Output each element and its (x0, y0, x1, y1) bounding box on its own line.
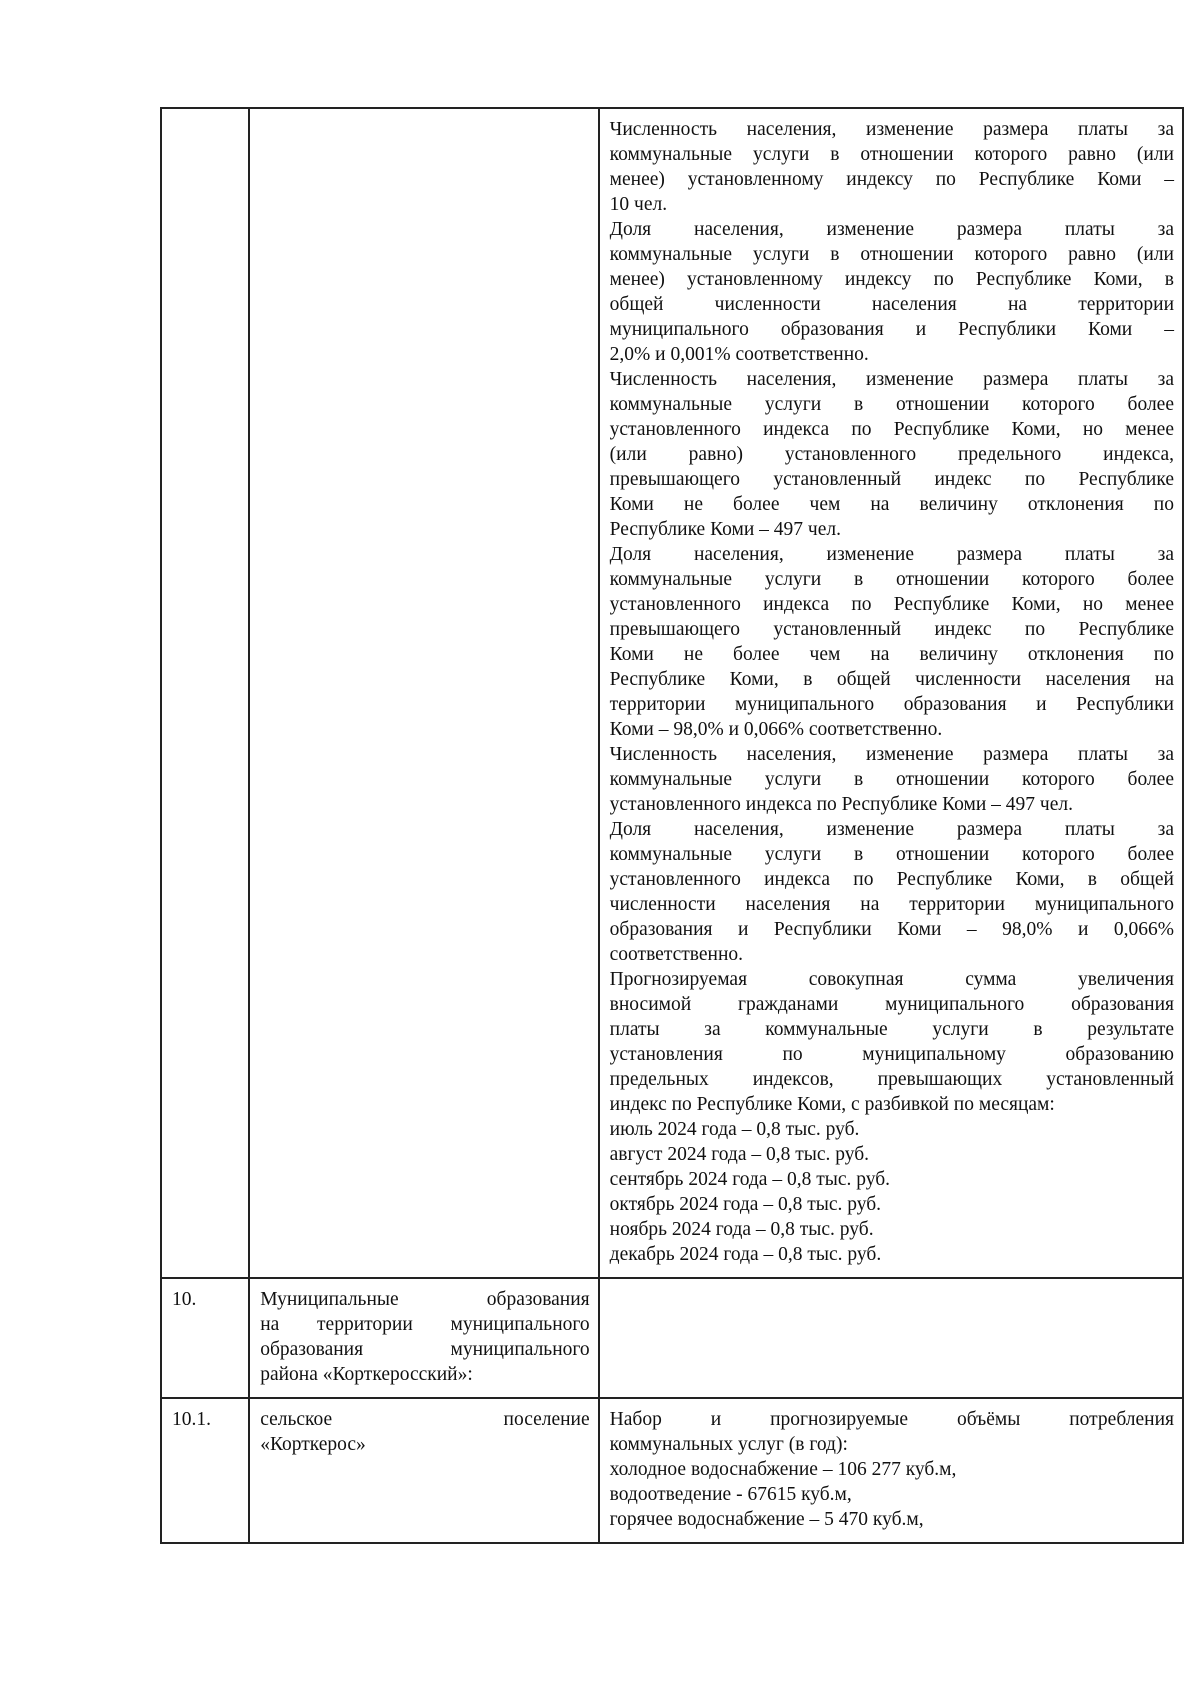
indicator-paragraph (610, 1482, 1174, 1507)
text-line: предельных индексов, превышающих установленный (609, 1069, 1174, 1090)
text-line: Доля населения, изменение размера платы за (609, 819, 1174, 840)
row-number-cell (161, 1278, 249, 1398)
table-row (161, 108, 1183, 1278)
municipality-name-cell (249, 1278, 598, 1398)
municipality-name-line: «Корткерос» (260, 1434, 366, 1455)
indicator-paragraph (610, 367, 1174, 542)
municipality-name-cell (249, 108, 598, 1278)
text-line: 10 чел. (609, 194, 668, 215)
indicator-paragraph (610, 1167, 1174, 1192)
indicator-paragraph (610, 217, 1174, 367)
text-line: август 2024 года – 0,8 тыс. руб. (609, 1144, 870, 1165)
municipality-name-line: сельское поселение (260, 1409, 590, 1430)
municipality-name-line: Муниципальные образования (260, 1289, 590, 1310)
text-line: Республике Коми, в общей численности населения на (609, 669, 1174, 690)
text-line: сентябрь 2024 года – 0,8 тыс. руб. (609, 1169, 891, 1190)
text-line: октябрь 2024 года – 0,8 тыс. руб. (609, 1194, 882, 1215)
indicator-paragraph (610, 542, 1174, 742)
text-line: коммунальных услуг (в год): (609, 1434, 848, 1455)
text-line: индекс по Республике Коми, с разбивкой по месяцам: (609, 1094, 1055, 1115)
text-line: Коми – 98,0% и 0,066% соответственно. (609, 719, 943, 740)
indicator-paragraph (610, 1217, 1174, 1242)
indicator-paragraph (610, 1457, 1174, 1482)
text-line: июль 2024 года – 0,8 тыс. руб. (609, 1119, 860, 1140)
text-line: Прогнозируемая совокупная сумма увеличения (609, 969, 1174, 990)
text-line: коммунальные услуги в отношении которого более (609, 769, 1174, 790)
row-number: 10.1. (172, 1409, 211, 1430)
text-line: общей численности населения на территории (609, 294, 1174, 315)
text-line: Коми не более чем на величину отклонения по (609, 494, 1174, 515)
text-line: платы за коммунальные услуги в результате (609, 1019, 1174, 1040)
text-line: образования и Республики Коми – 98,0% и 0,066% (609, 919, 1174, 940)
text-line: (или равно) установленного предельного индекса, (609, 444, 1174, 465)
indicator-paragraph (610, 967, 1174, 1117)
indicator-paragraph (610, 1507, 1174, 1532)
indicator-paragraph (610, 1142, 1174, 1167)
text-line: установленного индекса по Республике Коми, в общей (609, 869, 1174, 890)
text-line: Республике Коми – 497 чел. (609, 519, 841, 540)
text-line: превышающего установленный индекс по Республике (609, 469, 1174, 490)
text-line: муниципального образования и Республики Коми – (609, 319, 1174, 340)
indicator-paragraph (610, 742, 1174, 817)
municipality-name-line: на территории муниципального (260, 1314, 590, 1335)
row-number-cell (161, 1398, 249, 1543)
row-number-cell (161, 108, 249, 1278)
text-line: Коми не более чем на величину отклонения по (609, 644, 1174, 665)
text-line: Доля населения, изменение размера платы за (609, 219, 1174, 240)
document-table (160, 107, 1184, 1544)
indicator-paragraph (610, 817, 1174, 967)
text-line: вносимой гражданами муниципального образования (609, 994, 1174, 1015)
indicator-paragraph (610, 1242, 1174, 1267)
text-line: холодное водоснабжение – 106 277 куб.м, (609, 1459, 957, 1480)
text-line: численности населения на территории муниципального (609, 894, 1174, 915)
text-line: Численность населения, изменение размера платы за (609, 369, 1174, 390)
text-line: Численность населения, изменение размера платы за (609, 119, 1174, 140)
text-line: коммунальные услуги в отношении которого более (609, 569, 1174, 590)
indicator-paragraph (610, 1117, 1174, 1142)
text-line: Численность населения, изменение размера платы за (609, 744, 1174, 765)
table-row (161, 1398, 1183, 1543)
text-line: коммунальные услуги в отношении которого более (609, 394, 1174, 415)
text-line: горячее водоснабжение – 5 470 куб.м, (609, 1509, 924, 1530)
indicator-paragraph (610, 117, 1174, 217)
text-line: установленного индекса по Республике Коми, но менее (609, 419, 1174, 440)
text-line: коммунальные услуги в отношении которого равно (или (609, 144, 1174, 165)
text-line: установленного индекса по Республике Коми – 497 чел. (609, 794, 1073, 815)
municipality-name-line: образования муниципального (260, 1339, 590, 1360)
indicator-content-cell (599, 1398, 1183, 1543)
text-line: соответственно. (609, 944, 744, 965)
municipality-name-line: района «Корткеросский»: (260, 1364, 473, 1385)
indicator-content-cell (599, 1278, 1183, 1398)
table-row (161, 1278, 1183, 1398)
text-line: территории муниципального образования и Республики (609, 694, 1174, 715)
text-line: менее) установленному индексу по Республике Коми – (609, 169, 1174, 190)
text-line: коммунальные услуги в отношении которого равно (или (609, 244, 1174, 265)
indicator-paragraph (610, 1407, 1174, 1457)
text-line: менее) установленному индексу по Республике Коми, в (609, 269, 1174, 290)
text-line: установленного индекса по Республике Коми, но менее (609, 594, 1174, 615)
text-line: ноябрь 2024 года – 0,8 тыс. руб. (609, 1219, 874, 1240)
text-line: 2,0% и 0,001% соответственно. (609, 344, 869, 365)
indicator-content-cell (599, 108, 1183, 1278)
text-line: Доля населения, изменение размера платы за (609, 544, 1174, 565)
text-line: установления по муниципальному образованию (609, 1044, 1174, 1065)
municipality-name-cell (249, 1398, 598, 1543)
row-number: 10. (172, 1289, 197, 1310)
text-line: Набор и прогнозируемые объёмы потребления (609, 1409, 1174, 1430)
text-line: водоотведение - 67615 куб.м, (609, 1484, 852, 1505)
text-line: превышающего установленный индекс по Республике (609, 619, 1174, 640)
text-line: декабрь 2024 года – 0,8 тыс. руб. (609, 1244, 882, 1265)
indicator-paragraph (610, 1192, 1174, 1217)
text-line: коммунальные услуги в отношении которого более (609, 844, 1174, 865)
